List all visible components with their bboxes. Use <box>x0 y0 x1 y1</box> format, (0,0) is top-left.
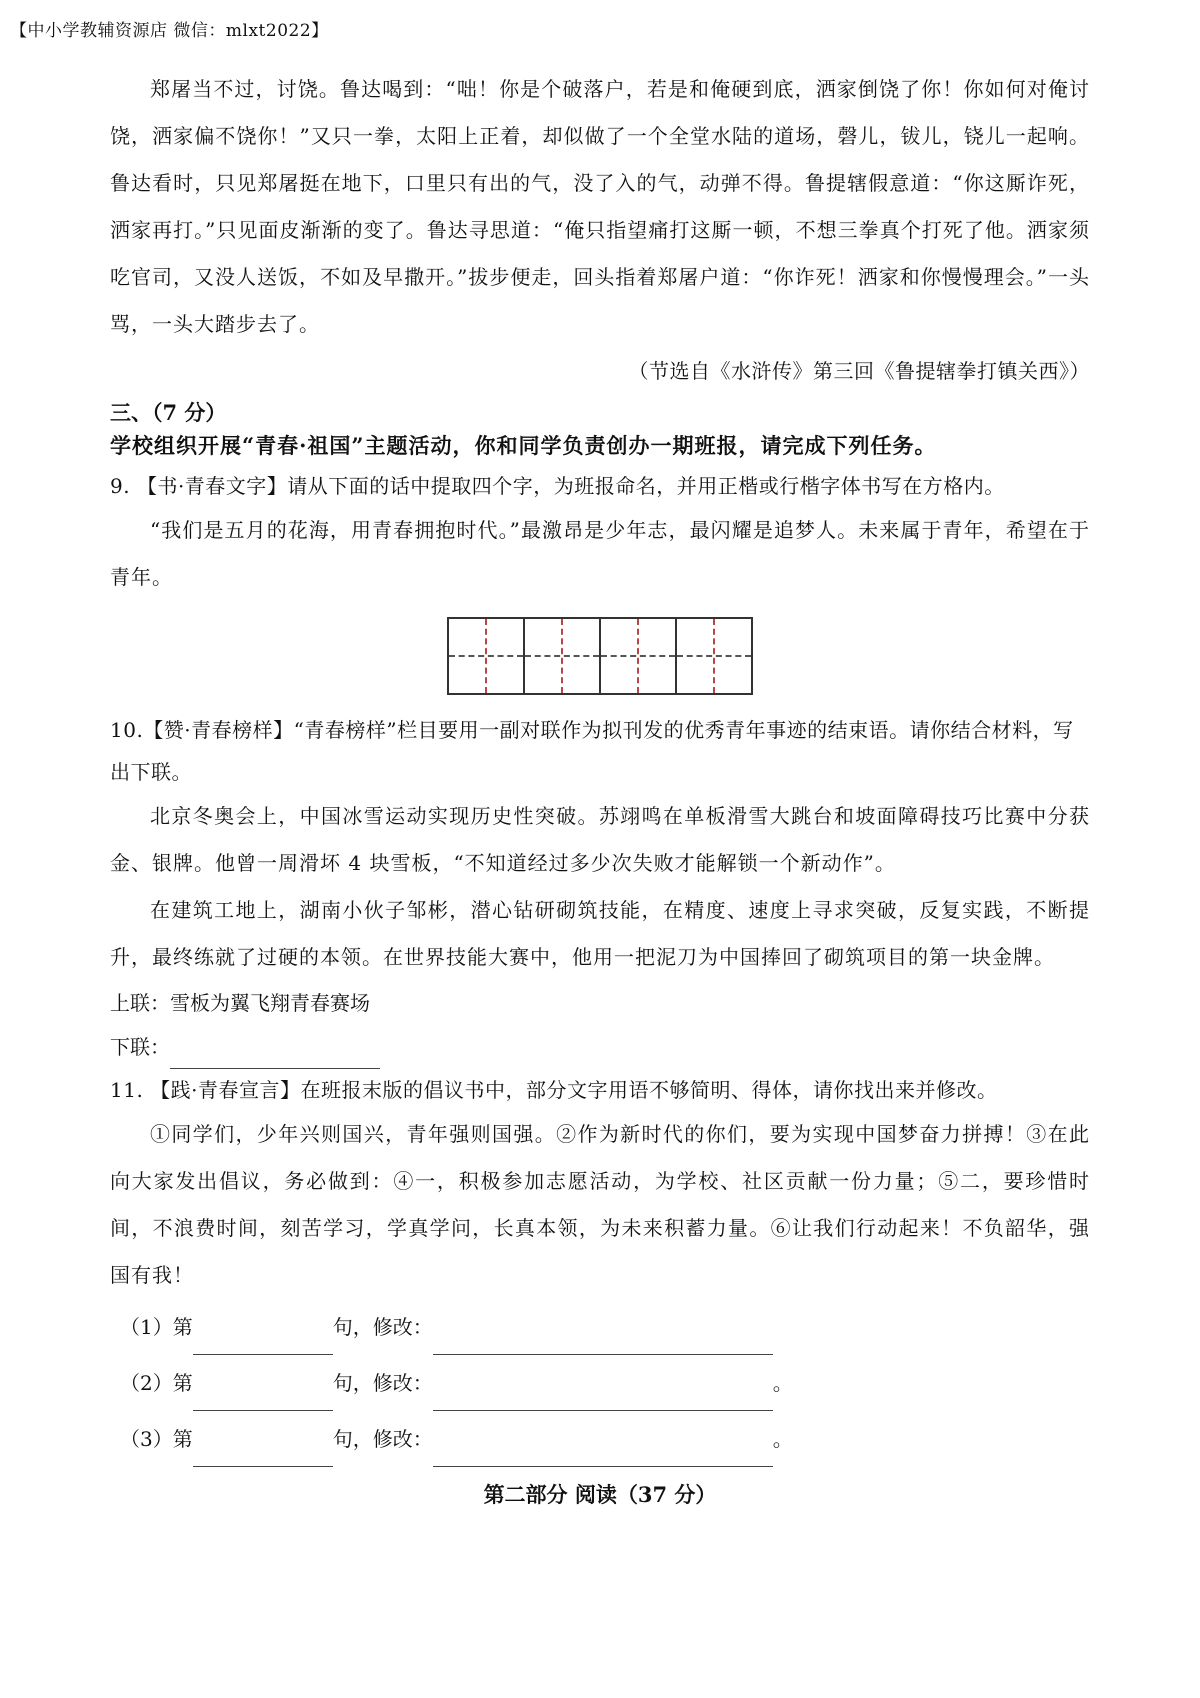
answer-row-2 <box>110 1355 1090 1411</box>
lower-couplet-blank[interactable] <box>170 1038 380 1069</box>
answer-row-number: （3）第 <box>120 1427 193 1451</box>
writing-grid <box>110 617 1090 695</box>
answer-row-mid: 句，修改： <box>332 1315 433 1339</box>
question-9-quote: “我们是五月的花海，用青春拥抱时代。”最激昂是少年志，最闪耀是追梦人。未来属于青年，希望在于青年。 <box>110 518 1090 589</box>
answer-row-mid: 句，修改： <box>332 1427 433 1451</box>
grid-cell[interactable] <box>525 619 601 693</box>
revision-blank[interactable] <box>433 1324 773 1355</box>
passage-paragraph: 郑屠当不过，讨饶。鲁达喝到：“咄！你是个破落户，若是和俺硬到底，洒家倒饶了你！你如何对俺讨饶，洒家偏不饶你！”又只一拳，太阳上正着，却似做了一个全堂水陆的道场，磬儿，钹儿，铙儿一起响。鲁达看时，只见郑屠挺在地下，口里只有出的气，没了入的气，动弹不得。鲁提辖假意道：“你这厮诈死，洒家再打。”只见面皮渐渐的变了。鲁达寻思道：“俺只指望痛打这厮一顿，不想三拳真个打死了他。洒家须吃官司，又没人送饭，不如及早撒开。”拔步便走，回头指着郑屠户道：“你诈死！洒家和你慢慢理会。”一头骂，一头大踏步去了。 <box>110 77 1090 336</box>
question-10-material-2: 在建筑工地上，湖南小伙子邹彬，潜心钻研砌筑技能，在精度、速度上寻求突破，反复实践，不断提升，最终练就了过硬的本领。在世界技能大赛中，他用一把泥刀为中国捧回了砌筑项目的第一块金牌。 <box>110 898 1090 969</box>
page-header: 【中小学教辅资源店 微信：mlxt2022】 <box>10 21 329 41</box>
answer-row-3 <box>110 1411 1090 1467</box>
question-10-material-1: 北京冬奥会上，中国冰雪运动实现历史性突破。苏翊鸣在单板滑雪大跳台和坡面障碍技巧比赛中分获金、银牌。他曾一周滑坏 4 块雪板，“不知道经过多少次失败才能解锁一个新动作”。 <box>110 804 1090 875</box>
revision-blank[interactable] <box>433 1436 773 1467</box>
upper-couplet: 上联：雪板为翼飞翔青春赛场 <box>110 991 370 1015</box>
answer-row-end: 。 <box>772 1371 793 1395</box>
question-10-prompt: 10.【赞·青春榜样】“青春榜样”栏目要用一副对联作为拟刊发的优秀青年事迹的结束语。请你结合材料，写出下联。 <box>110 718 1074 784</box>
answer-row-end: 。 <box>772 1427 793 1451</box>
answer-row-number: （2）第 <box>120 1371 193 1395</box>
section-intro: 学校组织开展“青春·祖国”主题活动，你和同学负责创办一期班报，请完成下列任务。 <box>110 433 937 458</box>
grid-cell[interactable] <box>449 619 525 693</box>
revision-blank[interactable] <box>433 1380 773 1411</box>
answer-row-mid: 句，修改： <box>332 1371 433 1395</box>
passage-source: （节选自《水浒传》第三回《鲁提辖拳打镇关西》） <box>628 359 1090 383</box>
section-heading: 三、（7 分） <box>110 400 227 425</box>
lower-couplet-row <box>110 1025 1090 1069</box>
question-9-prompt: 9. 【书·青春文字】请从下面的话中提取四个字，为班报命名，并用正楷或行楷字体书写在方格内。 <box>110 474 1005 498</box>
document-body <box>110 66 1090 1513</box>
sentence-number-blank[interactable] <box>193 1436 333 1467</box>
question-11-text: ①同学们，少年兴则国兴，青年强则国强。②作为新时代的你们，要为实现中国梦奋力拼搏！③在此向大家发出倡议，务必做到：④一，积极参加志愿活动，为学校、社区贡献一份力量；⑤二，要珍惜时间，不浪费时间，刻苦学习，学真学问，长真本领，为未来积蓄力量。⑥让我们行动起来！不负韶华，强国有我！ <box>110 1122 1090 1287</box>
sentence-number-blank[interactable] <box>193 1324 333 1355</box>
grid-cell[interactable] <box>601 619 677 693</box>
grid-cell[interactable] <box>677 619 751 693</box>
question-11-prompt: 11. 【践·青春宣言】在班报末版的倡议书中，部分文字用语不够简明、得体，请你找出来并修改。 <box>110 1078 998 1102</box>
sentence-number-blank[interactable] <box>193 1380 333 1411</box>
answer-row-number: （1）第 <box>120 1315 193 1339</box>
lower-couplet-label: 下联： <box>110 1035 170 1059</box>
part-two-title: 第二部分 阅读（37 分） <box>483 1482 717 1507</box>
answer-row-1 <box>110 1299 1090 1355</box>
